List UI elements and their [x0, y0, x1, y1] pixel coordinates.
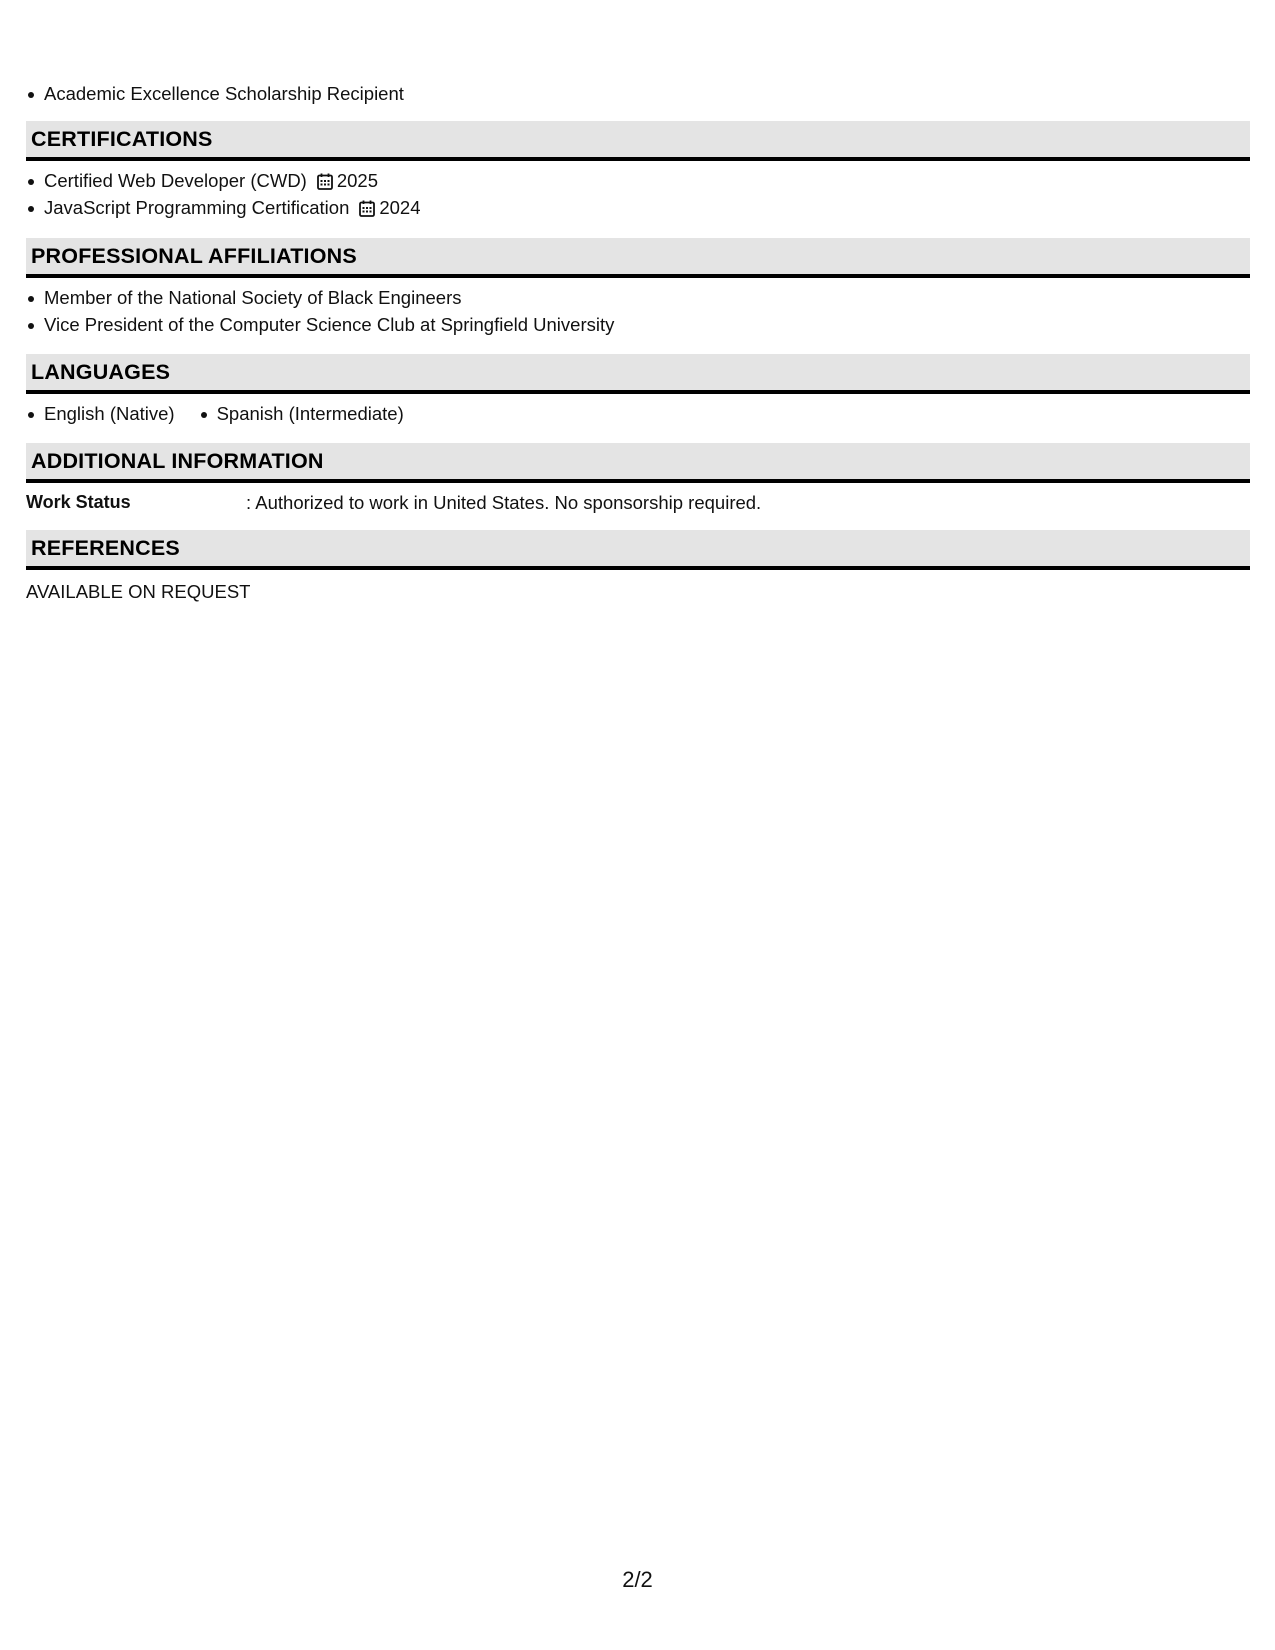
work-status-label: Work Status	[26, 492, 131, 512]
section-header	[26, 530, 1250, 570]
languages-list	[26, 400, 1250, 427]
list-item: Academic Excellence Scholarship Recipient	[26, 80, 404, 107]
certifications-list	[26, 167, 1250, 221]
certification-year: 2025	[336, 170, 378, 191]
affiliations-list	[26, 284, 1250, 338]
work-status-value: : Authorized to work in United States. No sponsorship required.	[246, 492, 762, 513]
certification-name: JavaScript Programming Certification	[44, 197, 350, 218]
section-title: LANGUAGES	[31, 359, 171, 384]
section-header	[26, 443, 1250, 483]
section-title: CERTIFICATIONS	[31, 126, 213, 151]
languages-section	[26, 354, 1250, 427]
section-header	[26, 238, 1250, 278]
affiliations-section	[26, 238, 1250, 338]
certification-year: 2024	[379, 197, 421, 218]
list-item: Vice President of the Computer Science Club at Springfield University	[26, 311, 1250, 338]
list-item: English (Native)	[26, 400, 175, 427]
section-title: PROFESSIONAL AFFILIATIONS	[31, 243, 357, 268]
calendar-icon	[317, 173, 333, 190]
work-status-row	[26, 483, 1250, 516]
list-item: Spanish (Intermediate)	[199, 400, 404, 427]
certifications-section	[26, 121, 1250, 221]
references-section	[26, 530, 1250, 605]
references-text: AVAILABLE ON REQUEST	[26, 581, 251, 602]
certification-name: Certified Web Developer (CWD)	[44, 170, 307, 191]
list-item: Member of the National Society of Black Engineers	[26, 284, 1250, 311]
section-header	[26, 354, 1250, 394]
honors-list	[26, 80, 404, 107]
section-title: ADDITIONAL INFORMATION	[31, 448, 324, 473]
list-item	[26, 167, 1250, 194]
list-item	[26, 194, 1250, 221]
section-title: REFERENCES	[31, 535, 180, 560]
page-number: 2/2	[622, 1567, 653, 1592]
section-header	[26, 121, 1250, 161]
calendar-icon	[359, 200, 375, 217]
additional-info-section	[26, 443, 1250, 516]
